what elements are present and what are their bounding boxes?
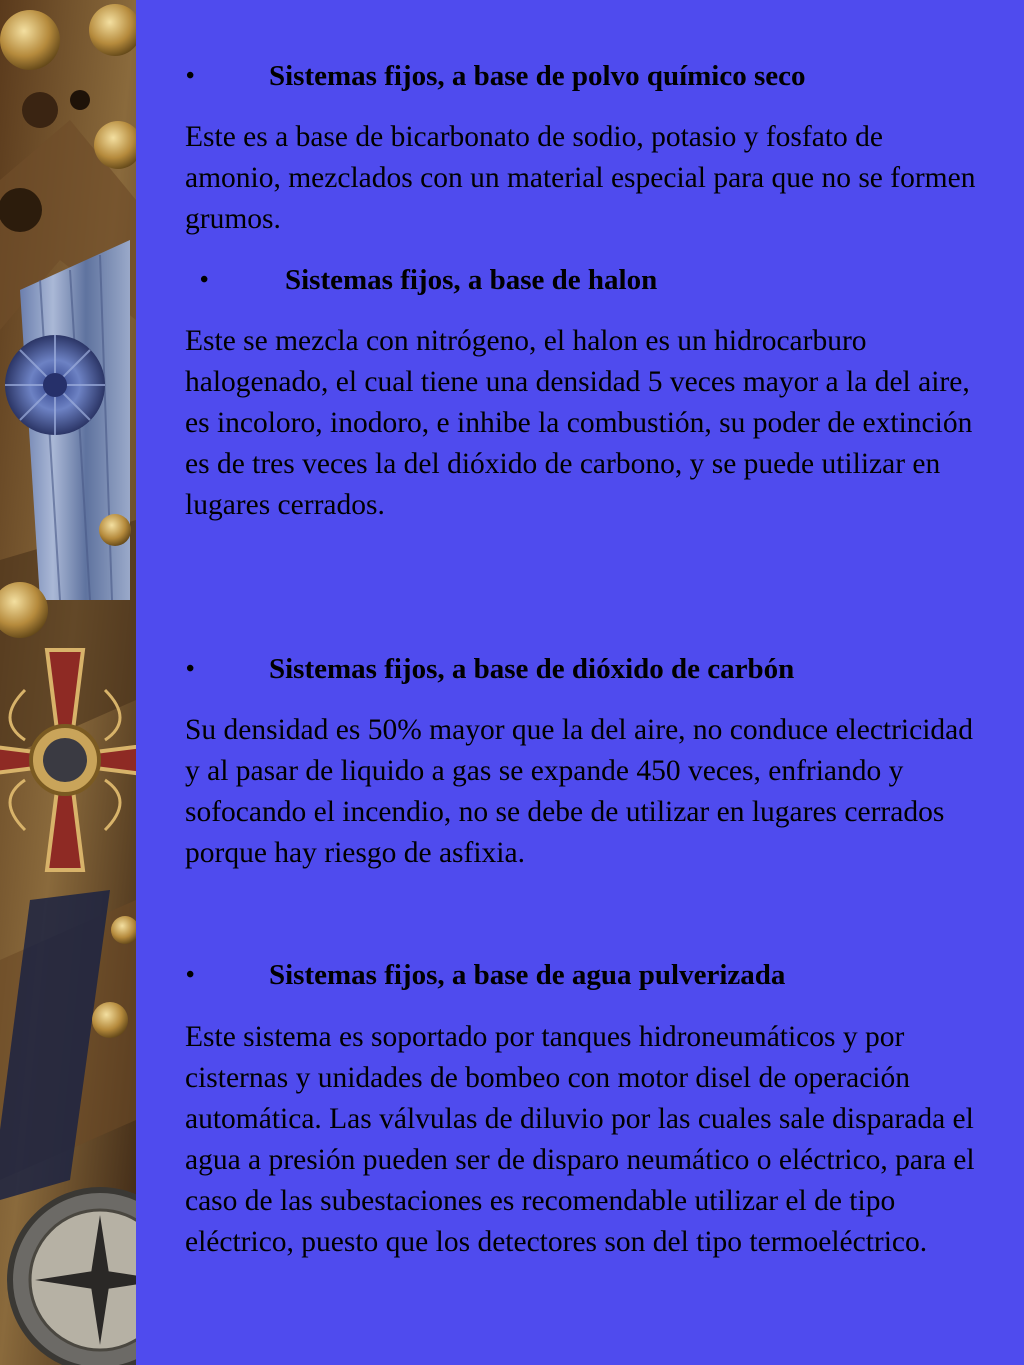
slide-content <box>136 0 1024 1365</box>
section-body-polvo: Este es a base de bicarbonato de sodio, potasio y fosfato de amonio, mezclados con un material especial para que no se formen grumos. <box>185 121 976 235</box>
heading-text: Sistemas fijos, a base de dióxido de carbón <box>269 653 795 685</box>
section-body-dioxido: Su densidad es 50% mayor que la del aire, no conduce electricidad y al pasar de liquido a gas se expande 450 veces, enfriando y sofocando el incendio, no se debe de utilizar en lugares cerrados porque hay riesgo de asfixia. <box>185 714 974 869</box>
bullet-icon: • <box>200 267 209 293</box>
decorative-medal-strip <box>0 0 136 1365</box>
bullet-icon: • <box>186 63 195 89</box>
medal-collage-image <box>0 0 136 1365</box>
bullet-icon: • <box>186 962 195 988</box>
bullet-icon: • <box>186 656 195 682</box>
heading-text: Sistemas fijos, a base de agua pulverizada <box>269 959 786 991</box>
heading-text: Sistemas fijos, a base de polvo químico seco <box>269 60 806 92</box>
section-body-halon: Este se mezcla con nitrógeno, el halon es un hidrocarburo halogenado, el cual tiene una densidad 5 veces mayor a la del aire, es incoloro, inodoro, e inhibe la combustión, su poder de extinción es de tres veces la del dióxido de carbono, y se puede utilizar en lugares cerrados. <box>185 325 973 521</box>
section-body-agua: Este sistema es soportado por tanques hidroneumáticos y por cisternas y unidades de bombeo con motor disel de operación automática. Las válvulas de diluvio por las cuales sale disparada el agua a presión pueden ser de disparo neumático o eléctrico, para el caso de las subestaciones es recomendable utilizar el de tipo eléctrico, puesto que los detectores son del tipo termoeléctrico. <box>185 1021 975 1258</box>
heading-text: Sistemas fijos, a base de halon <box>285 264 658 296</box>
